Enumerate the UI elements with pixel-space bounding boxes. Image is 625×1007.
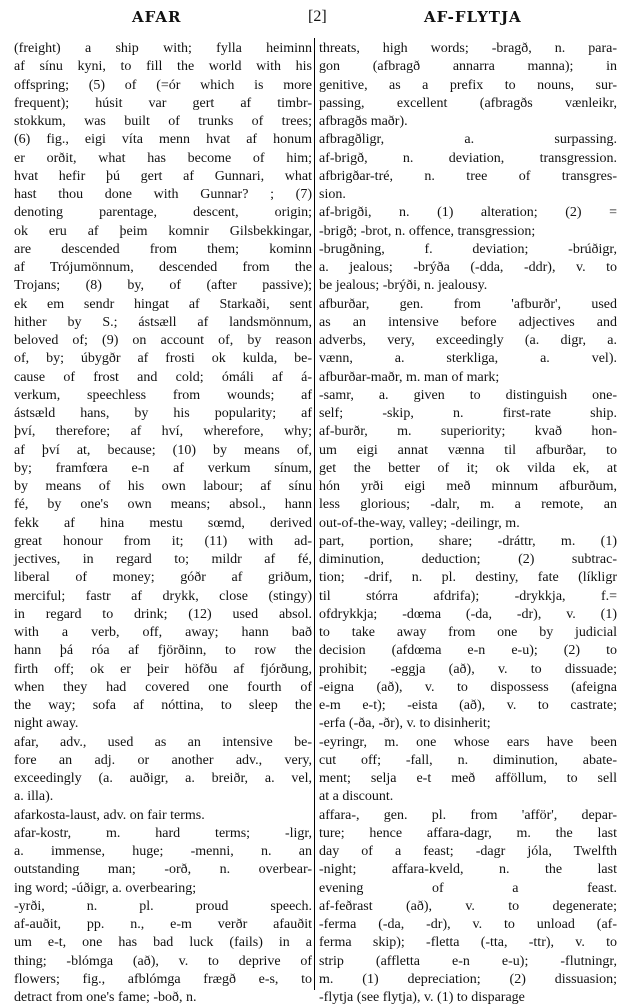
dictionary-line: great honour from it; (11) with ad-: [14, 533, 312, 549]
dictionary-line: threats, high words; -bragð, n. para-: [319, 41, 617, 56]
dictionary-line: detract from one's fame; -boð, n.: [14, 990, 197, 1005]
dictionary-line: afburðar, gen. from 'afburðr', used: [319, 296, 617, 312]
dictionary-line: out-of-the-way, valley; -deilingr, m.: [319, 515, 520, 531]
column-divider: [314, 38, 315, 990]
dictionary-line: fore an adj. or another adv., very,: [14, 752, 312, 768]
dictionary-line: outstanding man; -orð, n. overbear-: [14, 862, 312, 878]
dictionary-line: thing; -blómga (að), v. to deprive of: [14, 953, 312, 969]
dictionary-line: af-burðr, m. superiority; kvað hon-: [319, 424, 617, 440]
left-column: [14, 40, 312, 1005]
dictionary-line: frequent); húsit var gert af timbr-: [14, 95, 312, 111]
dictionary-line: decision (afdœma e-n e-u); (2) to: [319, 643, 617, 659]
dictionary-line: hvat hefir þú gert af Gunnari, what: [14, 168, 312, 184]
dictionary-line: get the better of it; ok vilda ek, at: [319, 460, 617, 476]
dictionary-line: af-brigði, n. (1) alteration; (2) =: [319, 205, 617, 221]
dictionary-line: -erfa (-ða, -ðr), v. to disinherit;: [319, 716, 491, 732]
dictionary-line: when they had covered one fourth of: [14, 679, 312, 695]
dictionary-line: ture; hence affara-dagr, m. the last: [319, 825, 617, 841]
dictionary-line: afbragðs maðr).: [319, 114, 408, 129]
dictionary-line: afburðar-maðr, m. man of mark;: [319, 369, 500, 385]
dictionary-line: -eigna (að), v. to dispossess (afeigna: [319, 679, 617, 695]
dictionary-line: merciful; fastr af drykk, close (stingy): [14, 588, 312, 604]
dictionary-line: prohibit; -eggja (að), v. to dissuade;: [319, 661, 617, 677]
dictionary-line: are descended from them; kominn: [14, 241, 312, 257]
dictionary-line: afbragðligr, a. surpassing.: [319, 132, 617, 148]
dictionary-line: with a verb, off, away; hann bað: [14, 625, 312, 640]
dictionary-line: sion.: [319, 187, 346, 202]
dictionary-line: -night; affara-kveld, n. the last: [319, 862, 617, 878]
dictionary-line: to take away from one by judicial: [319, 625, 617, 640]
dictionary-line: hither by S.; ástsæll af landsmönnum,: [14, 314, 312, 330]
dictionary-line: ek em sendr hingat af Starkaði, sent: [14, 296, 312, 312]
dictionary-line: hann þá róa af fjörðinn, to row the: [14, 643, 312, 659]
dictionary-line: af-brigð, n. deviation, transgression.: [319, 150, 617, 166]
dictionary-line: um e-t, one has bad luck (fails) in a: [14, 935, 312, 951]
dictionary-line: day of a feast; -dagr jóla, Twelfth: [319, 844, 617, 859]
dictionary-line: -brigð; -brot, n. offence, transgression;: [319, 223, 536, 239]
dictionary-line: a. illa).: [14, 789, 54, 805]
dictionary-line: passing, excellent (afbragðs vænleikr,: [319, 95, 617, 111]
dictionary-line: be jealous; -brýði, n. jealousy.: [319, 278, 488, 294]
dictionary-line: adverbs, very, exceedingly (a. digr, a.: [319, 333, 617, 348]
dictionary-line: diminution, deduction; (2) subtrac-: [319, 552, 617, 567]
dictionary-line: cut off; -fall, n. diminution, abate-: [319, 752, 617, 768]
dictionary-line: af Trójumönnum, descended from the: [14, 260, 312, 275]
dictionary-line: ing word; -úðigr, a. overbearing;: [14, 880, 197, 896]
dictionary-line: tion; -drif, n. pl. destiny, fate (líkligr: [319, 570, 617, 586]
dictionary-line: (freight) a ship with; fylla heiminn: [14, 41, 312, 56]
dictionary-line: flowers; fig., afblómga frægð e-s, to: [14, 971, 312, 987]
dictionary-line: -ferma (-da, -dr), v. to unload (af-: [319, 917, 617, 932]
dictionary-line: -brugðning, f. deviation; -brúðigr,: [319, 241, 617, 257]
dictionary-line: exceedingly (a. auðigr, a. breiðr, a. vel,: [14, 771, 312, 786]
dictionary-line: as an intensive before adjectives and: [319, 314, 617, 330]
dictionary-line: the way; sofa af nóttina, to sleep the: [14, 698, 312, 713]
dictionary-line: til stórra afdrifa); -drykkja, f.=: [319, 588, 617, 604]
dictionary-line: ok eru af þeim komnir Gilsbekkingar,: [14, 223, 312, 239]
dictionary-line: strip (affletta e-n e-u); -flutningr,: [319, 953, 617, 969]
dictionary-line: verkum, speechless from wounds; af: [14, 387, 312, 403]
dictionary-line: hast thou done with Gunnar? ; (7): [14, 187, 312, 202]
dictionary-line: af-auðit, pp. n., e-m verðr afauðit: [14, 917, 312, 932]
dictionary-line: af-feðrast (að), v. to degenerate;: [319, 898, 617, 914]
dictionary-line: af sínu kyni, to fill the world with his: [14, 59, 312, 75]
dictionary-line: evening of a feast.: [319, 880, 617, 896]
dictionary-line: fekk af hina mestu sœmd, derived: [14, 515, 312, 531]
dictionary-line: er orðit, what has become of him;: [14, 150, 312, 166]
dictionary-line: denoting parentage, descent, origin;: [14, 205, 312, 221]
dictionary-line: ofdrykkja; -dœma (-da, -dr), v. (1): [319, 606, 617, 622]
dictionary-line: at a discount.: [319, 789, 394, 805]
dictionary-line: um eigi annat vænna til afburðar, to: [319, 442, 617, 458]
dictionary-line: by; framfœra e-n af verkum sínum,: [14, 460, 312, 476]
dictionary-line: afar-kostr, m. hard terms; -ligr,: [14, 825, 312, 841]
dictionary-line: offspring; (5) of (=ór which is more: [14, 77, 312, 93]
dictionary-line: afbrigðar-tré, n. tree of transgres-: [319, 168, 617, 184]
page-number: [2]: [308, 8, 327, 25]
dictionary-line: affara-, gen. pl. from 'afför', depar-: [319, 807, 617, 823]
dictionary-line: m. (1) depreciation; (2) dissuasion;: [319, 971, 617, 987]
dictionary-line: -eyringr, m. one whose ears have been: [319, 734, 617, 750]
dictionary-line: (6) fig., eigi víta menn hvat af honum: [14, 132, 312, 148]
page-header: [14, 6, 614, 30]
dictionary-line: jectives, in regard to; mildr af fé,: [14, 552, 312, 567]
dictionary-line: vænn, a. sterkliga, a. vel).: [319, 351, 617, 367]
dictionary-line: af því at, because; (10) by means of,: [14, 442, 312, 458]
dictionary-line: -flytja (see flytja), v. (1) to disparage: [319, 990, 525, 1005]
dictionary-line: afarkosta-laust, adv. on fair terms.: [14, 807, 205, 823]
dictionary-line: ástsæld hans, by his popularity; af: [14, 406, 312, 421]
dictionary-line: firth off; ok er þeir höfðu af fjórðung,: [14, 661, 312, 677]
dictionary-line: night away.: [14, 716, 79, 732]
dictionary-line: less glorious; -dalr, m. a remote, an: [319, 497, 617, 513]
dictionary-line: in regard to drink; (12) used absol.: [14, 606, 312, 622]
dictionary-line: Trojans; (8) by, of (after passive);: [14, 278, 312, 294]
header-right-headword: AF-FLYTJA: [424, 8, 522, 26]
dictionary-line: self; -skip, n. first-rate ship.: [319, 406, 617, 421]
dictionary-line: -samr, a. given to distinguish one-: [319, 387, 617, 403]
dictionary-line: hón yrði eigi með minnum afburðum,: [319, 479, 617, 494]
dictionary-line: cause of frost and cold; ómáli af á-: [14, 369, 312, 385]
dictionary-line: því, therefore; af hví, wherefore, why;: [14, 424, 312, 440]
dictionary-line: liberal of money; góðr af griðum,: [14, 570, 312, 586]
right-column: [319, 40, 617, 1005]
dictionary-line: fé, by one's own means; absol., hann: [14, 497, 312, 513]
dictionary-line: a. jealous; -brýða (-dda, -ddr), v. to: [319, 260, 617, 275]
dictionary-line: ferma skip); -fletta (-tta, -ttr), v. to: [319, 935, 617, 951]
dictionary-line: beloved of; (9) on account of, by reason: [14, 333, 312, 348]
dictionary-line: a. immense, huge; -menni, n. an: [14, 844, 312, 859]
dictionary-line: e-m e-t); -eista (að), v. to castrate;: [319, 698, 617, 713]
dictionary-line: gon (afbragð annarra manna); in: [319, 59, 617, 75]
dictionary-line: afar, adv., used as an intensive be-: [14, 734, 312, 750]
header-left-headword: AFAR: [132, 8, 182, 26]
dictionary-line: stokkum, was built of trunks of trees;: [14, 114, 312, 129]
dictionary-line: part, portion, share; -dráttr, m. (1): [319, 533, 617, 549]
dictionary-line: ment; selja e-t með afföllum, to sell: [319, 771, 617, 786]
dictionary-line: of, by; úbygðr af frosti ok kulda, be-: [14, 351, 312, 367]
dictionary-line: genitive, as a prefix to nouns, sur-: [319, 77, 617, 93]
dictionary-line: by means of his own labour; af sínu: [14, 479, 312, 494]
dictionary-line: -yrði, n. pl. proud speech.: [14, 898, 312, 914]
